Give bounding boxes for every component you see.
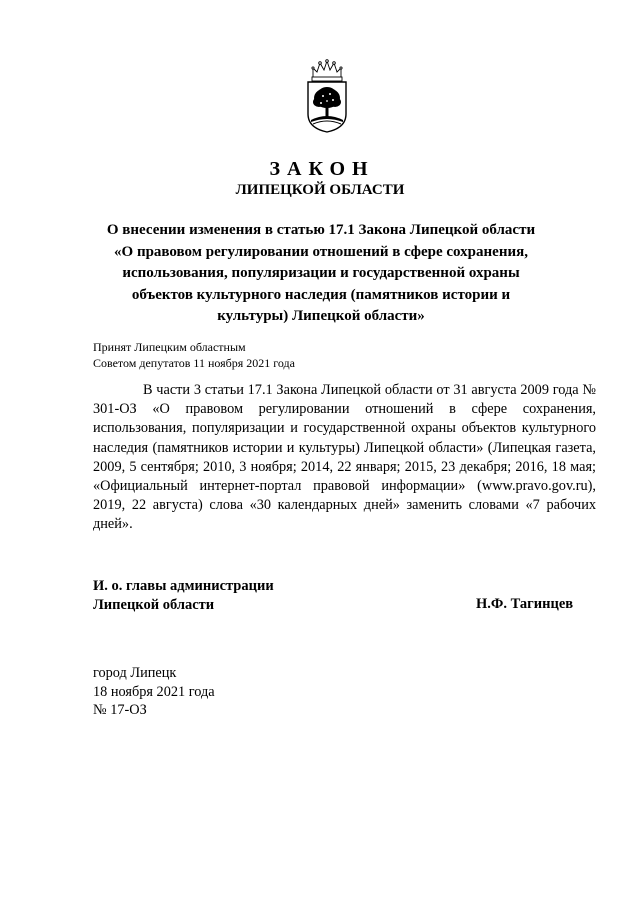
- heading-line: «О правовом регулировании отношений в сфере сохранения,: [114, 243, 528, 260]
- signatory-name: Н.Ф. Тагинцев: [476, 596, 574, 612]
- acceptance-note: [93, 339, 295, 371]
- footer-number: № 17-ОЗ: [93, 702, 147, 719]
- heading-line: О внесении изменения в статью 17.1 Закона Липецкой области: [106, 222, 536, 238]
- region-title: ЛИПЕЦКОЙ ОБЛАСТИ: [235, 182, 405, 198]
- acceptance-line: Принят Липецким областным: [93, 340, 246, 354]
- coat-of-arms-icon: [299, 58, 355, 134]
- signatory-title: [93, 577, 274, 614]
- heading-line: использования, популяризации и государственной охраны: [122, 265, 520, 281]
- law-body-paragraph: В части 3 статьи 17.1 Закона Липецкой области от 31 августа 2009 года № 301-ОЗ «О правовом регулировании отношений в сфере сохранения, использования, популяризации и государственной охраны объектов культурного наследия (памятников истории и культуры) Липецкой области» (Липецкая газета, 2009, 5 сентября; 2010, 3 ноября; 2014, 22 января; 2015, 23 декабря; 2016, 18 мая; «Официальный интернет-портал правовой информации» (www.pravo.gov.ru), 2019, 22 августа) слова «30 календарных дней» заменить словами «7 рабочих дней».: [93, 382, 596, 533]
- law-heading: [86, 220, 556, 328]
- heading-line: объектов культурного наследия (памятников истории и: [131, 286, 511, 303]
- signatory-title-line: Липецкой области: [93, 596, 215, 613]
- footer-city: город Липецк: [93, 665, 177, 681]
- heading-line: культуры) Липецкой области»: [217, 308, 425, 324]
- document-footer: [93, 664, 215, 720]
- signatory-title-line: И. о. главы администрации: [93, 578, 274, 594]
- law-title: ЗАКОН: [269, 158, 375, 180]
- footer-date: 18 ноября 2021 года: [93, 683, 215, 700]
- acceptance-line: Советом депутатов 11 ноября 2021 года: [93, 356, 295, 370]
